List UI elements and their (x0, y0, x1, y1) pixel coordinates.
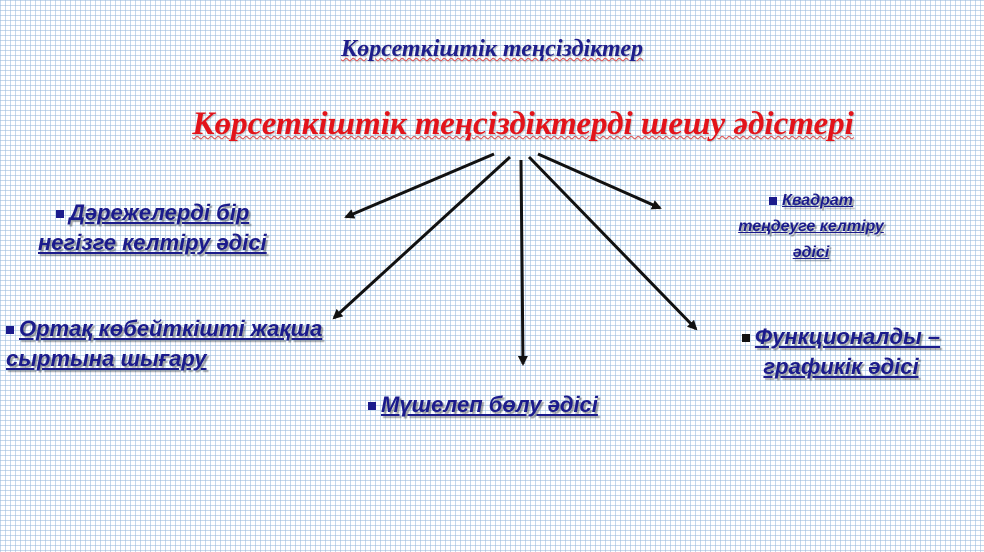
bullet-icon (6, 326, 14, 334)
method-label: Дәрежелерді бір негізге келтіру әдісі (38, 200, 267, 255)
method-label: Функционалды – графикік әдісі (754, 324, 941, 379)
method-node-common-factor (6, 314, 386, 374)
method-label: Ортақ көбейткішті жақша сыртына шығару (6, 316, 323, 371)
method-label: Квадрат теңдеуге келтіру әдісі (738, 192, 884, 261)
method-node-common-base (38, 198, 328, 258)
bullet-icon (769, 197, 777, 205)
method-label: Мүшелеп бөлу әдісі (381, 392, 598, 417)
bullet-icon (742, 334, 750, 342)
diagram-root-label: Көрсеткіштік теңсіздіктерді шешу әдістері (192, 106, 854, 142)
bullet-icon (368, 402, 376, 410)
arrow-to-method-1 (346, 154, 494, 217)
arrow-to-method-3 (521, 160, 523, 364)
method-node-quadratic (736, 188, 886, 266)
arrow-to-method-5 (529, 157, 696, 329)
page-title: Көрсеткіштік теңсіздіктер (340, 36, 644, 62)
bullet-icon (56, 210, 64, 218)
arrow-to-method-2 (334, 157, 510, 318)
method-node-functional-graphic (706, 322, 976, 382)
arrow-to-method-4 (538, 154, 660, 208)
method-node-term-division (368, 390, 668, 420)
